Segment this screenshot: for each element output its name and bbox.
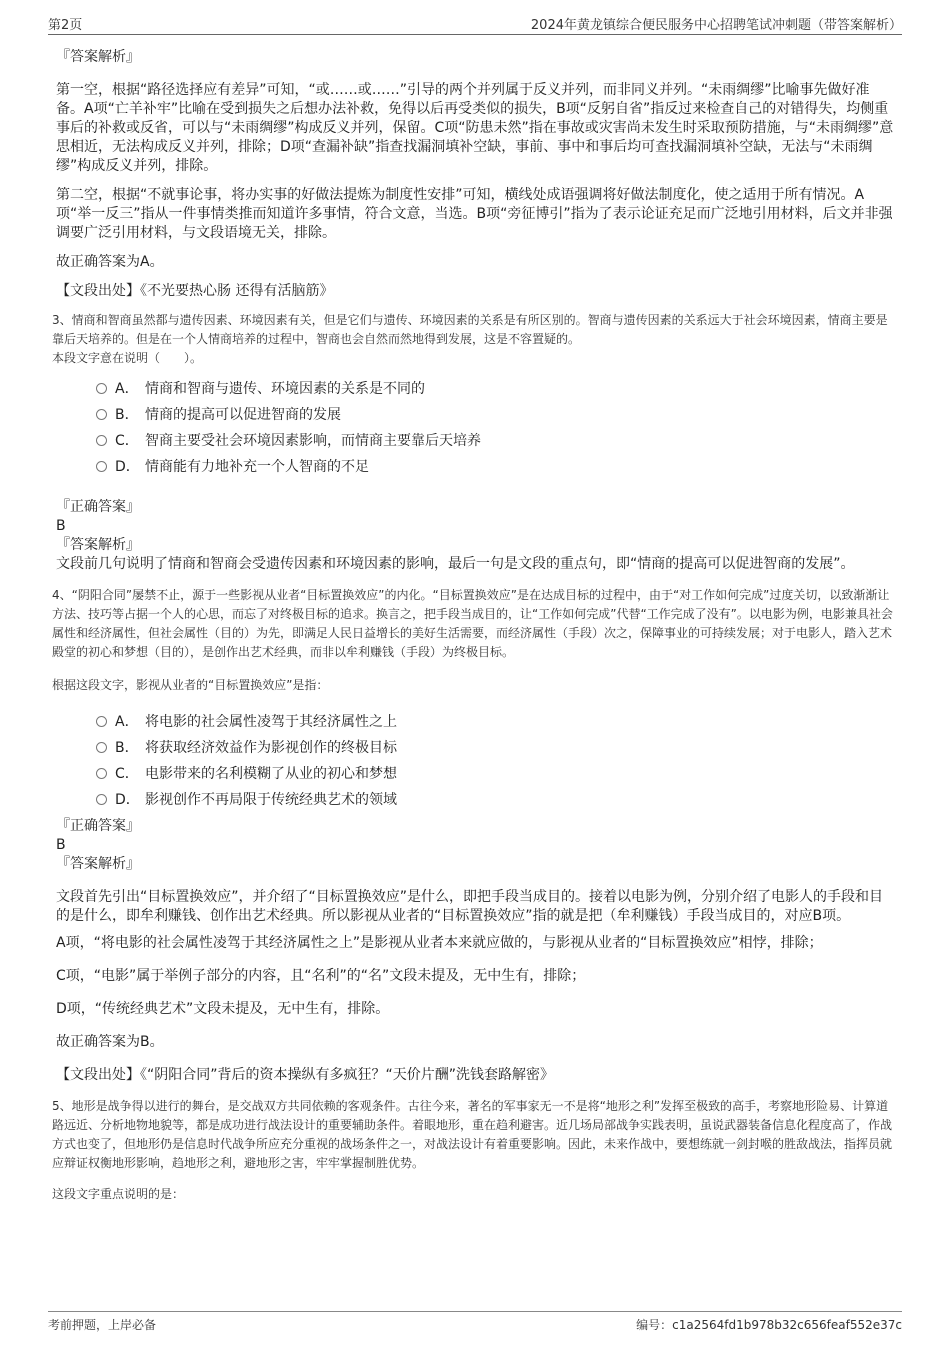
analysis-label: 『答案解析』 <box>56 856 140 872</box>
option-c[interactable]: C． 电影带来的名利模糊了从业的初心和梦想 <box>96 761 894 787</box>
code-label: 编号： <box>636 1318 673 1332</box>
source: 【文段出处】《不光要热心肠 还得有活脑筋》 <box>56 283 334 299</box>
document-title: 2024年黄龙镇综合便民服务中心招聘笔试冲刺题（带答案解析） <box>530 18 902 33</box>
analysis-paragraph: C项，“电影”属于举例子部分的内容，且“名利”的“名”文段未提及，无中生有，排除； <box>56 968 586 984</box>
code-value: c1a2564fd1b978b32c656feaf552e37c <box>672 1318 902 1332</box>
radio-icon[interactable] <box>96 461 107 472</box>
option-list <box>96 376 894 480</box>
question-2-tail <box>56 48 894 301</box>
analysis-paragraph: 第二空，根据“不就事论事，将办实事的好做法提炼为制度性安排”可知，横线处成语强调将好做法制度化，使之适用于所有情况。A项“举一反三”指从一件事情类推而知道许多事情，符合文意，当选。B项“旁征博引”指为了表示论证充足而广泛地引用材料，后文并非强调要广泛引用材料，与文段语境无关，排除。 <box>56 187 893 241</box>
footer-slogan: 考前押题，上岸必备 <box>48 1318 157 1332</box>
option-b[interactable]: B． 将获取经济效益作为影视创作的终极目标 <box>96 735 894 761</box>
radio-icon[interactable] <box>96 383 107 394</box>
analysis-label: 『答案解析』 <box>56 49 140 65</box>
option-c[interactable]: C． 智商主要受社会环境因素影响，而情商主要靠后天培养 <box>96 428 894 454</box>
answer-value: B <box>56 837 66 853</box>
question-4 <box>52 586 894 1085</box>
document-code <box>636 1316 902 1333</box>
analysis-label: 『答案解析』 <box>56 537 140 553</box>
analysis-paragraph: A项，“将电影的社会属性凌驾于其经济属性之上”是影视从业者本来就应做的，与影视从业者的“目标置换效应”相悖，排除； <box>56 935 823 951</box>
page-footer <box>48 1311 902 1336</box>
option-b[interactable]: B． 情商的提高可以促进智商的发展 <box>96 402 894 428</box>
question-prompt: 这段文字重点说明的是： <box>52 1187 185 1201</box>
conclusion: 故正确答案为A。 <box>56 254 164 270</box>
question-stem: 4、“阴阳合同”屡禁不止，源于一些影视从业者“目标置换效应”的内化。“目标置换效应”是在达成目标的过程中，由于“对工作如何完成”过度关切，以致渐渐让方法、技巧等占据一个人的心思，而忘了对终极目标的追求。换言之，把手段当成目的，让“工作如何完成”代替“工作完成了没有”。以电影为例，电影兼具社会属性和经济属性，但社会属性（目的）为先，即满足人民日益增长的美好生活需要，而经济属性（手段）次之，保障事业的可持续发展；对于电影人，踏入艺术殿堂的初心和梦想（目的），是创作出艺术经典，而非以牟利赚钱（手段）为终极目标。 <box>52 588 893 659</box>
answer-label: 『正确答案』 <box>56 499 140 515</box>
option-list <box>96 709 894 813</box>
question-prompt: 本段文字意在说明（ ）。 <box>52 351 203 365</box>
question-5 <box>52 1097 894 1204</box>
analysis-paragraph: D项，“传统经典艺术”文段未提及，无中生有，排除。 <box>56 1001 390 1017</box>
option-a[interactable]: A． 情商和智商与遗传、环境因素的关系是不同的 <box>96 376 894 402</box>
analysis-text: 文段前几句说明了情商和智商会受遗传因素和环境因素的影响，最后一句是文段的重点句，即“情商的提高可以促进智商的发展”。 <box>56 556 855 572</box>
option-d[interactable]: D． 情商能有力地补充一个人智商的不足 <box>96 454 894 480</box>
page-header <box>48 12 902 35</box>
radio-icon[interactable] <box>96 435 107 446</box>
conclusion: 故正确答案为B。 <box>56 1034 164 1050</box>
page-content <box>52 44 894 1204</box>
analysis-paragraph: 第一空，根据“路径选择应有差异”可知，“或……或……”引导的两个并列属于反义并列，而非同义并列。“未雨绸缪”比喻事先做好准备。A项“亡羊补牢”比喻在受到损失之后想办法补救，免得以后再受类似的损失，B项“反躬自省”指反过来检查自己的对错得失，均侧重事后的补救或反省，可以与“未雨绸缪”构成反义并列，保留。C项“防患未然”指在事故或灾害尚未发生时采取预防措施，与“未雨绸缪”意思相近，无法构成反义并列，排除；D项“查漏补缺”指查找漏洞填补空缺，事前、事中和事后均可查找漏洞填补空缺，无法与“未雨绸缪”构成反义并列，排除。 <box>56 82 894 174</box>
radio-icon[interactable] <box>96 768 107 779</box>
answer-label: 『正确答案』 <box>56 818 140 834</box>
question-3 <box>52 311 894 574</box>
radio-icon[interactable] <box>96 716 107 727</box>
question-prompt: 根据这段文字，影视从业者的“目标置换效应”是指： <box>52 678 329 692</box>
option-d[interactable]: D． 影视创作不再局限于传统经典艺术的领域 <box>96 787 894 813</box>
question-stem: 3、情商和智商虽然都与遗传因素、环境因素有关，但是它们与遗传、环境因素的关系是有所区别的。智商与遗传因素的关系远大于社会环境因素，情商主要是靠后天培养的。但是在一个人情商培养的过程中，智商也会自然而然地得到发展，这是不容置疑的。 <box>52 313 888 346</box>
radio-icon[interactable] <box>96 742 107 753</box>
radio-icon[interactable] <box>96 409 107 420</box>
analysis-paragraph: 文段首先引出“目标置换效应”，并介绍了“目标置换效应”是什么，即把手段当成目的。接着以电影为例，分别介绍了电影人的手段和目的是什么，即牟利赚钱、创作出艺术经典。所以影视从业者的“目标置换效应”指的就是把（牟利赚钱）手段当成目的，对应B项。 <box>56 889 884 924</box>
radio-icon[interactable] <box>96 794 107 805</box>
question-stem: 5、地形是战争得以进行的舞台，是交战双方共同依赖的客观条件。古往今来，著名的军事家无一不是将“地形之利”发挥至极致的高手，考察地形险易、计算道路远近、分析地物地貌等，都是成功进行战法设计的重要辅助条件。着眼地形，重在趋利避害。近几场局部战争实践表明，虽说武器装备信息化程度高了，作战方式也变了，但地形仍是信息时代战争所应充分重视的战场条件之一，对战法设计有着重要影响。因此，未来作战中，要想练就一剑封喉的胜敌战法，指挥员就应辩证权衡地形影响，趋地形之利，避地形之害，牢牢掌握制胜优势。 <box>52 1099 893 1170</box>
option-a[interactable]: A． 将电影的社会属性凌驾于其经济属性之上 <box>96 709 894 735</box>
source: 【文段出处】《“阴阳合同”背后的资本操纵有多疯狂？“天价片酬”洗钱套路解密》 <box>56 1067 555 1083</box>
page-number: 第2页 <box>48 18 83 33</box>
answer-value: B <box>56 518 66 534</box>
